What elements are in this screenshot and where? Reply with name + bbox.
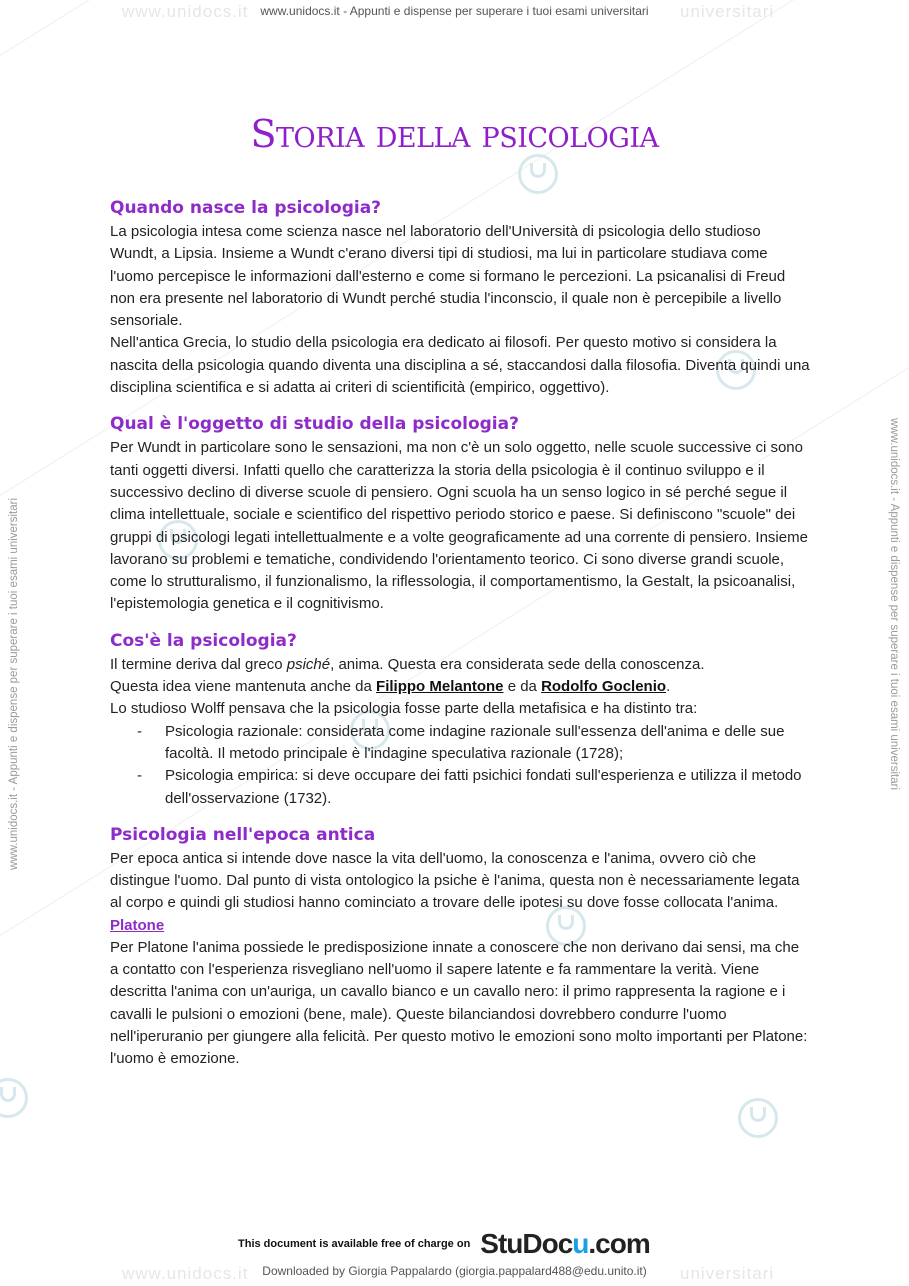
link-filippo-melantone[interactable]: Filippo Melantone bbox=[376, 678, 504, 696]
list-item bbox=[110, 765, 810, 810]
bullet-marker: - bbox=[137, 767, 142, 785]
footer bbox=[238, 1228, 650, 1260]
ghost-watermark-top-left: www.unidocs.it bbox=[122, 2, 249, 21]
document-body bbox=[110, 196, 810, 1071]
paragraph: Nell'antica Grecia, lo studio della psicologia era dedicato ai filosofi. Per questo motivo si considera la nascita della psicologia quando diventa una disciplina a sé, staccandosi dalla filosofia. Diventa quindi una disciplina scientifica e si adatta ai criteri di scientificità (empirico, oggettivo). bbox=[110, 334, 810, 397]
watermark-top: www.unidocs.it - Appunti e dispense per superare i tuoi esami universitari bbox=[260, 4, 649, 18]
text-run: Il termine deriva dal greco bbox=[110, 655, 287, 673]
paragraph: Lo studioso Wolff pensava che la psicologia fosse parte della metafisica e ha distinto tra: bbox=[110, 700, 698, 718]
watermark-stamp-icon bbox=[738, 1098, 778, 1138]
paragraph: Per Wundt in particolare sono le sensazioni, ma non c'è un solo oggetto, nelle scuole successive ci sono tanti oggetti diversi. Infatti quello che caratterizza la storia della psicologia è il continuo sviluppo e il successivo declino di diverse scuole di pensiero. Ogni scuola ha un senso logico in sé perché segue il clima intellettuale, sociale e scientifico del rispettivo periodo storico e paese. Si definiscono "scuole" dei gruppi di psicologi legati intellettualmente e a volte geograficamente ad una corrente di pensiero. Insieme lavorano su problemi e tematiche, condividendo l'orientamento teorico. Ci sono diverse grandi scuole, come lo strutturalismo, il funzionalismo, la riflessologia, il comportamentismo, la Gestalt, la psicoanalisi, l'epistemologia genetica e il cognitivismo. bbox=[110, 439, 808, 613]
bullet-list bbox=[110, 721, 810, 810]
paragraph: Per Platone l'anima possiede le predisposizione innate a conoscere che non derivano dai sensi, ma che a contatto con l'esperienza risvegliano nell'uomo il sapere latente e fa rammentare la verità. Viene descritta l'anima con un'auriga, un cavallo bianco e un cavallo nero: il primo rappresenta la ragione e i cavalli le pulsioni o emozioni (bene, male). Queste bilanciandosi dovrebbero condurre l'uomo nell'iperuranio per giungere alla felicità. Per questo motivo le emozioni sono molto importanti per Platone: l'uomo è emozione. bbox=[110, 938, 808, 1068]
paragraph: Per epoca antica si intende dove nasce la vita dell'uomo, la conoscenza e l'anima, ovvero ciò che distingue l'uomo. Dal punto di vista ontologico la psiche è l'anima, questa non è necessariamente legata al corpo e quindi gli studiosi hanno cominciato a trovare delle ipotesi su dove fosse collocata l'anima. bbox=[110, 849, 800, 912]
logo-part-accent: u bbox=[572, 1228, 589, 1259]
paragraph bbox=[110, 676, 810, 698]
watermark-stamp-icon bbox=[518, 154, 558, 194]
text-run: Questa idea viene mantenuta anche da bbox=[110, 678, 377, 696]
subheading-link-platone[interactable]: Platone bbox=[110, 916, 165, 934]
download-info: Downloaded by Giorgia Pappalardo (giorgia.pappalard488@edu.unito.it) bbox=[262, 1264, 647, 1278]
link-rodolfo-goclenio[interactable]: Rodolfo Goclenio bbox=[541, 678, 667, 696]
section-heading: Cos'è la psicologia? bbox=[110, 630, 297, 651]
text-run: e da bbox=[503, 678, 542, 696]
ghost-watermark-bottom-right: universitari bbox=[680, 1264, 775, 1283]
logo-part: .com bbox=[588, 1228, 650, 1259]
list-item-text: Psicologia razionale: considerata come indagine razionale sull'essenza dell'anima e delle sue facoltà. Il metodo principale è l'indagine speculativa razionale (1728); bbox=[165, 722, 785, 762]
text-run: . bbox=[666, 678, 671, 696]
list-item-text: Psicologia empirica: si deve occupare dei fatti psichici fondati sull'esperienza e utilizza il metodo dell'osservazione (1732). bbox=[165, 767, 802, 807]
section-heading: Psicologia nell'epoca antica bbox=[110, 824, 376, 845]
bullet-marker: - bbox=[137, 722, 142, 740]
section-heading: Quando nasce la psicologia? bbox=[110, 198, 382, 218]
ghost-watermark-top-right: universitari bbox=[680, 2, 775, 21]
footer-available-text: This document is available free of charge on bbox=[238, 1238, 471, 1250]
list-item bbox=[110, 721, 810, 766]
paragraph: La psicologia intesa come scienza nasce nel laboratorio dell'Università di psicologia dello studioso Wundt, a Lipsia. Insieme a Wundt c'erano diversi tipi di studiosi, ma lui in particolare studiava come l'uomo percepisce le informazioni dall'esterno e come si formano le percezioni. La psicanalisi di Freud non era presente nel laboratorio di Wundt perché studia l'inconscio, il quale non è percepibile a livello sensoriale. bbox=[110, 223, 786, 330]
ghost-watermark-bottom-left: www.unidocs.it bbox=[122, 1264, 249, 1283]
watermark-right-side: www.unidocs.it - Appunti e dispense per superare i tuoi esami universitari bbox=[888, 418, 900, 791]
watermark-stamp-icon bbox=[0, 1078, 28, 1118]
text-run: , anima. Questa era considerata sede della conoscenza. bbox=[330, 655, 705, 673]
paragraph bbox=[110, 654, 810, 676]
watermark-left-side: www.unidocs.it - Appunti e dispense per superare i tuoi esami universitari bbox=[8, 497, 20, 870]
section-heading: Qual è l'oggetto di studio della psicologia? bbox=[110, 414, 519, 435]
logo-part: StuDoc bbox=[480, 1228, 573, 1259]
italic-term: psiché bbox=[286, 655, 331, 673]
page-title: Storia della psicologia bbox=[250, 112, 659, 156]
studocu-logo[interactable] bbox=[480, 1228, 649, 1260]
